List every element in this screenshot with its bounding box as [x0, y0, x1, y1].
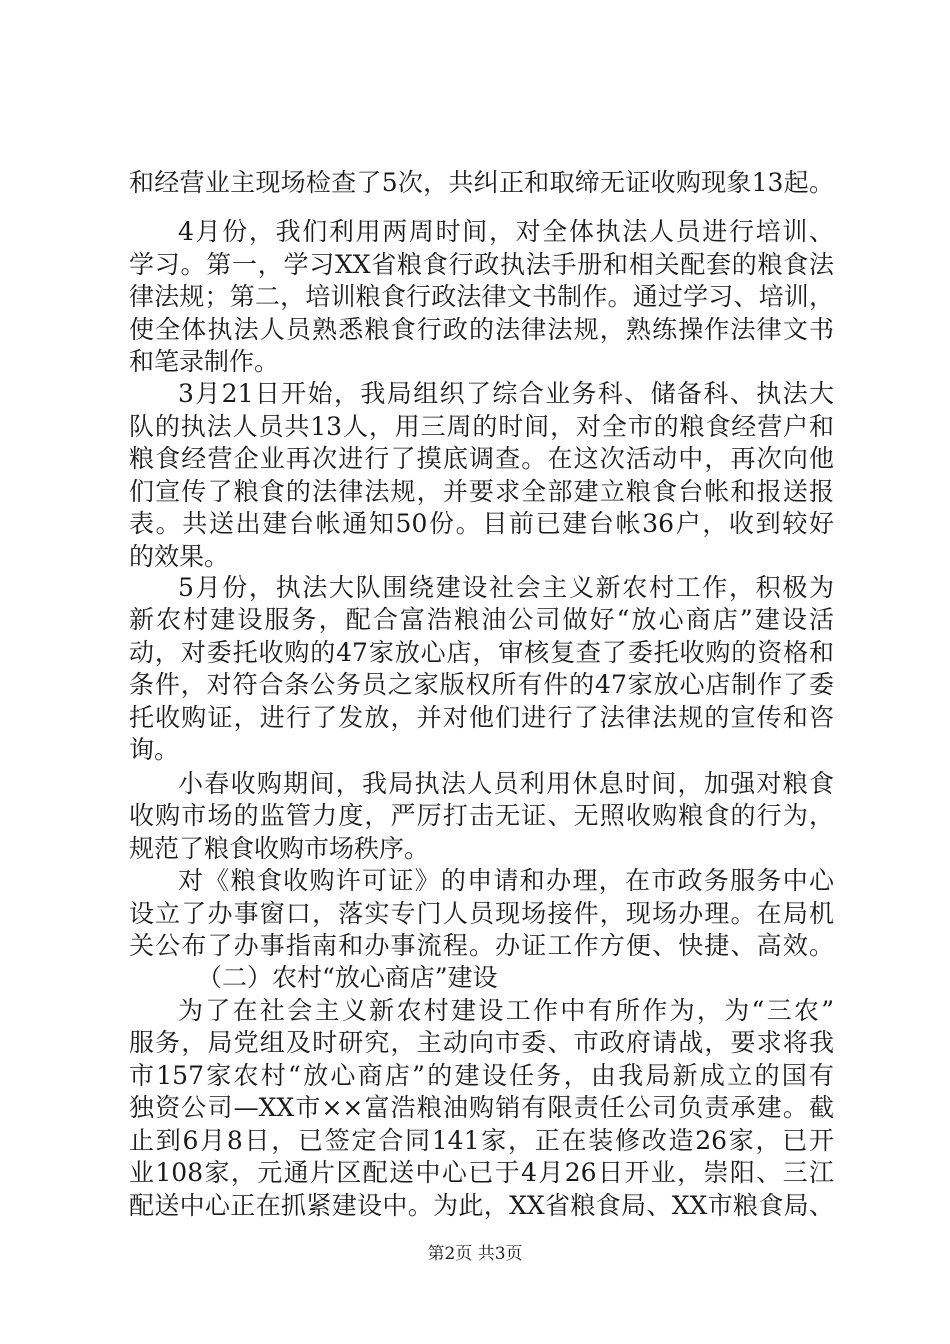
text-line: 学习。第一，学习XX省粮食行政执法手册和相关配套的粮食法 [129, 250, 834, 279]
text-line: 设立了办事窗口，落实专门人员现场接件，现场办理。在局机 [129, 899, 834, 928]
text-line: 为了在社会主义新农村建设工作中有所作为，为“三农” [178, 996, 834, 1025]
text-line: 独资公司—XX市××富浩粮油购销有限责任公司负责承建。截 [129, 1093, 834, 1122]
text-line: 配送中心正在抓紧建设中。为此，XX省粮食局、XX市粮食局、 [129, 1191, 834, 1220]
text-line: 业108家，元通片区配送中心已于4月26日开业，崇阳、三江 [129, 1158, 834, 1187]
text-line: 动，对委托收购的47家放心店，审核复查了委托收购的资格和 [129, 638, 834, 667]
text-line: 托收购证，进行了发放，并对他们进行了法律法规的宣传和咨 [129, 703, 834, 732]
text-line: 们宣传了粮食的法律法规，并要求全部建立粮食台帐和报送报 [129, 477, 834, 506]
text-line: 使全体执法人员熟悉粮食行政的法律法规，熟练操作法律文书 [129, 315, 834, 344]
text-line: 对《粮食收购许可证》的申请和办理，在市政务服务中心 [178, 866, 834, 895]
text-line: 询。 [129, 735, 180, 764]
text-line: 小春收购期间，我局执法人员利用休息时间，加强对粮食 [178, 769, 834, 798]
text-line: 关公布了办事指南和办事流程。办证工作方便、快捷、高效。 [129, 931, 834, 960]
text-line: 3月21日开始，我局组织了综合业务科、储备科、执法大 [178, 379, 834, 408]
text-line: 4月份，我们利用两周时间，对全体执法人员进行培训、 [178, 217, 834, 246]
text-line: 粮食经营企业再次进行了摸底调查。在这次活动中，再次向他 [129, 444, 834, 473]
text-line: 规范了粮食收购市场秩序。 [129, 834, 430, 863]
text-line: 律法规；第二，培训粮食行政法律文书制作。通过学习、培训， [129, 282, 834, 311]
text-line: 的效果。 [129, 542, 230, 571]
text-line: 和经营业主现场检查了5次，共纠正和取缔无证收购现象13起。 [129, 168, 834, 197]
section-heading: （二）农村“放心商店”建设 [197, 963, 498, 992]
text-line: 止到6月8日，已签定合同141家，正在装修改造26家，已开 [129, 1126, 834, 1155]
text-line: 条件，对符合条公务员之家版权所有件的47家放心店制作了委 [129, 670, 834, 699]
text-line: 和笔录制作。 [129, 347, 280, 376]
text-line: 收购市场的监管力度，严厉打击无证、无照收购粮食的行为， [129, 801, 834, 830]
text-line: 表。共送出建台帐通知50份。目前已建台帐36户，收到较好 [129, 509, 834, 538]
page-footer: 第2页 共3页 [427, 1244, 523, 1264]
text-line: 市157家农村“放心商店”的建设任务，由我局新成立的国有 [129, 1061, 834, 1090]
text-line: 队的执法人员共13人，用三周的时间，对全市的粮食经营户和 [129, 412, 834, 441]
text-line: 新农村建设服务，配合富浩粮油公司做好“放心商店”建设活 [129, 605, 834, 634]
text-line: 服务，局党组及时研究，主动向市委、市政府请战，要求将我 [129, 1028, 834, 1057]
text-line: 5月份，执法大队围绕建设社会主义新农村工作，积极为 [178, 573, 834, 602]
